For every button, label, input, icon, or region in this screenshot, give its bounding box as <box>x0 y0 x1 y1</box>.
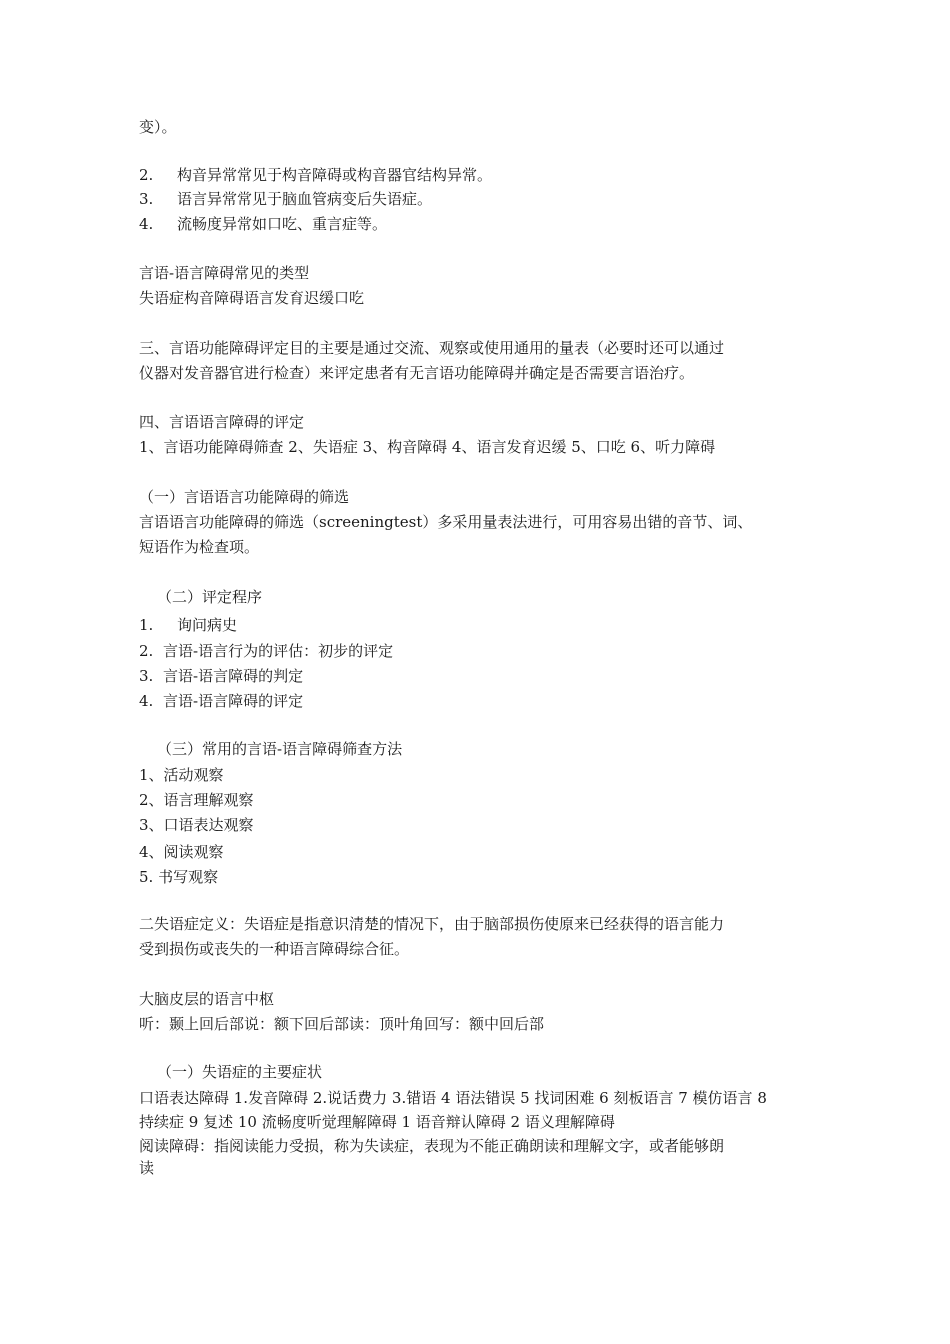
list-item: 3、口语表达观察 <box>139 816 254 834</box>
list-text: 言语-语言行为的评估：初步的评定 <box>163 642 394 660</box>
list-item <box>139 664 819 688</box>
section3-line1: 三、言语功能障碍评定目的主要是通过交流、观察或使用通用的量表（必要时还可以通过 <box>139 339 725 357</box>
types-line: 失语症构音障碍语言发育迟缓口吃 <box>139 289 365 307</box>
list-number: 3. <box>139 190 154 208</box>
list-item: 1、活动观察 <box>139 766 224 784</box>
list-item <box>139 613 819 637</box>
screening-heading: （一）言语语言功能障碍的筛选 <box>139 488 350 506</box>
list-text: 流畅度异常如口吃、重言症等。 <box>177 215 388 233</box>
symptoms-heading: （一）失语症的主要症状 <box>157 1063 323 1081</box>
list-item <box>139 212 819 236</box>
list-item <box>139 639 819 663</box>
list-item <box>139 187 819 211</box>
screening-line2: 短语作为检查项。 <box>139 538 260 556</box>
symptoms-line2: 持续症 9 复述 10 流畅度听觉理解障碍 1 语音辩认障碍 2 语义理解障碍 <box>139 1113 615 1131</box>
list-item <box>139 689 819 713</box>
list-item <box>139 163 819 187</box>
list-number: 1. <box>139 616 154 634</box>
section3-line2: 仪器对发音器官进行检查）来评定患者有无言语功能障碍并确定是否需要言语治疗。 <box>139 364 695 382</box>
symptoms-line1: 口语表达障碍 1.发音障碍 2.说话费力 3.错语 4 语法错误 5 找词困难 6 刻板语言 7 模仿语言 8 <box>139 1089 767 1107</box>
list-item: 4、阅读观察 <box>139 843 224 861</box>
list-item: 5. 书写观察 <box>139 868 219 886</box>
list-number: 2. <box>139 166 154 184</box>
centers-line: 听：颞上回后部说：额下回后部读：顶叶角回写：额中回后部 <box>139 1015 545 1033</box>
types-heading: 言语-语言障碍常见的类型 <box>139 264 310 282</box>
list-number: 4. <box>139 215 154 233</box>
methods-heading: （三）常用的言语-语言障碍筛查方法 <box>157 740 403 758</box>
list-number: 3. <box>139 667 154 685</box>
list-text: 言语-语言障碍的判定 <box>163 667 304 685</box>
list-text: 询问病史 <box>177 616 238 634</box>
list-number: 4. <box>139 692 154 710</box>
aphasia-def-line1: 二失语症定义：失语症是指意识清楚的情况下，由于脑部损伤使原来已经获得的语言能力 <box>139 915 725 933</box>
list-number: 2. <box>139 642 154 660</box>
list-text: 语言异常常见于脑血管病变后失语症。 <box>177 190 433 208</box>
symptoms-line4: 读 <box>139 1159 155 1177</box>
section4-heading: 四、言语语言障碍的评定 <box>139 413 305 431</box>
symptoms-line3: 阅读障碍：指阅读能力受损，称为失读症，表现为不能正确朗读和理解文字，或者能够朗 <box>139 1137 725 1155</box>
screening-line1: 言语语言功能障碍的筛选（screeningtest）多采用量表法进行，可用容易出错的音节、词、 <box>139 513 753 531</box>
aphasia-def-line2: 受到损伤或丧失的一种语言障碍综合征。 <box>139 940 410 958</box>
list-text: 构音异常常见于构音障碍或构音器官结构异常。 <box>177 166 493 184</box>
list-item: 2、语言理解观察 <box>139 791 254 809</box>
centers-heading: 大脑皮层的语言中枢 <box>139 990 275 1008</box>
procedure-heading: （二）评定程序 <box>157 588 263 606</box>
intro-tail: 变）。 <box>139 118 177 136</box>
list-text: 言语-语言障碍的评定 <box>163 692 304 710</box>
section4-line: 1、言语功能障碍筛查 2、失语症 3、构音障碍 4、语言发育迟缓 5、口吃 6、听力障碍 <box>139 438 716 456</box>
